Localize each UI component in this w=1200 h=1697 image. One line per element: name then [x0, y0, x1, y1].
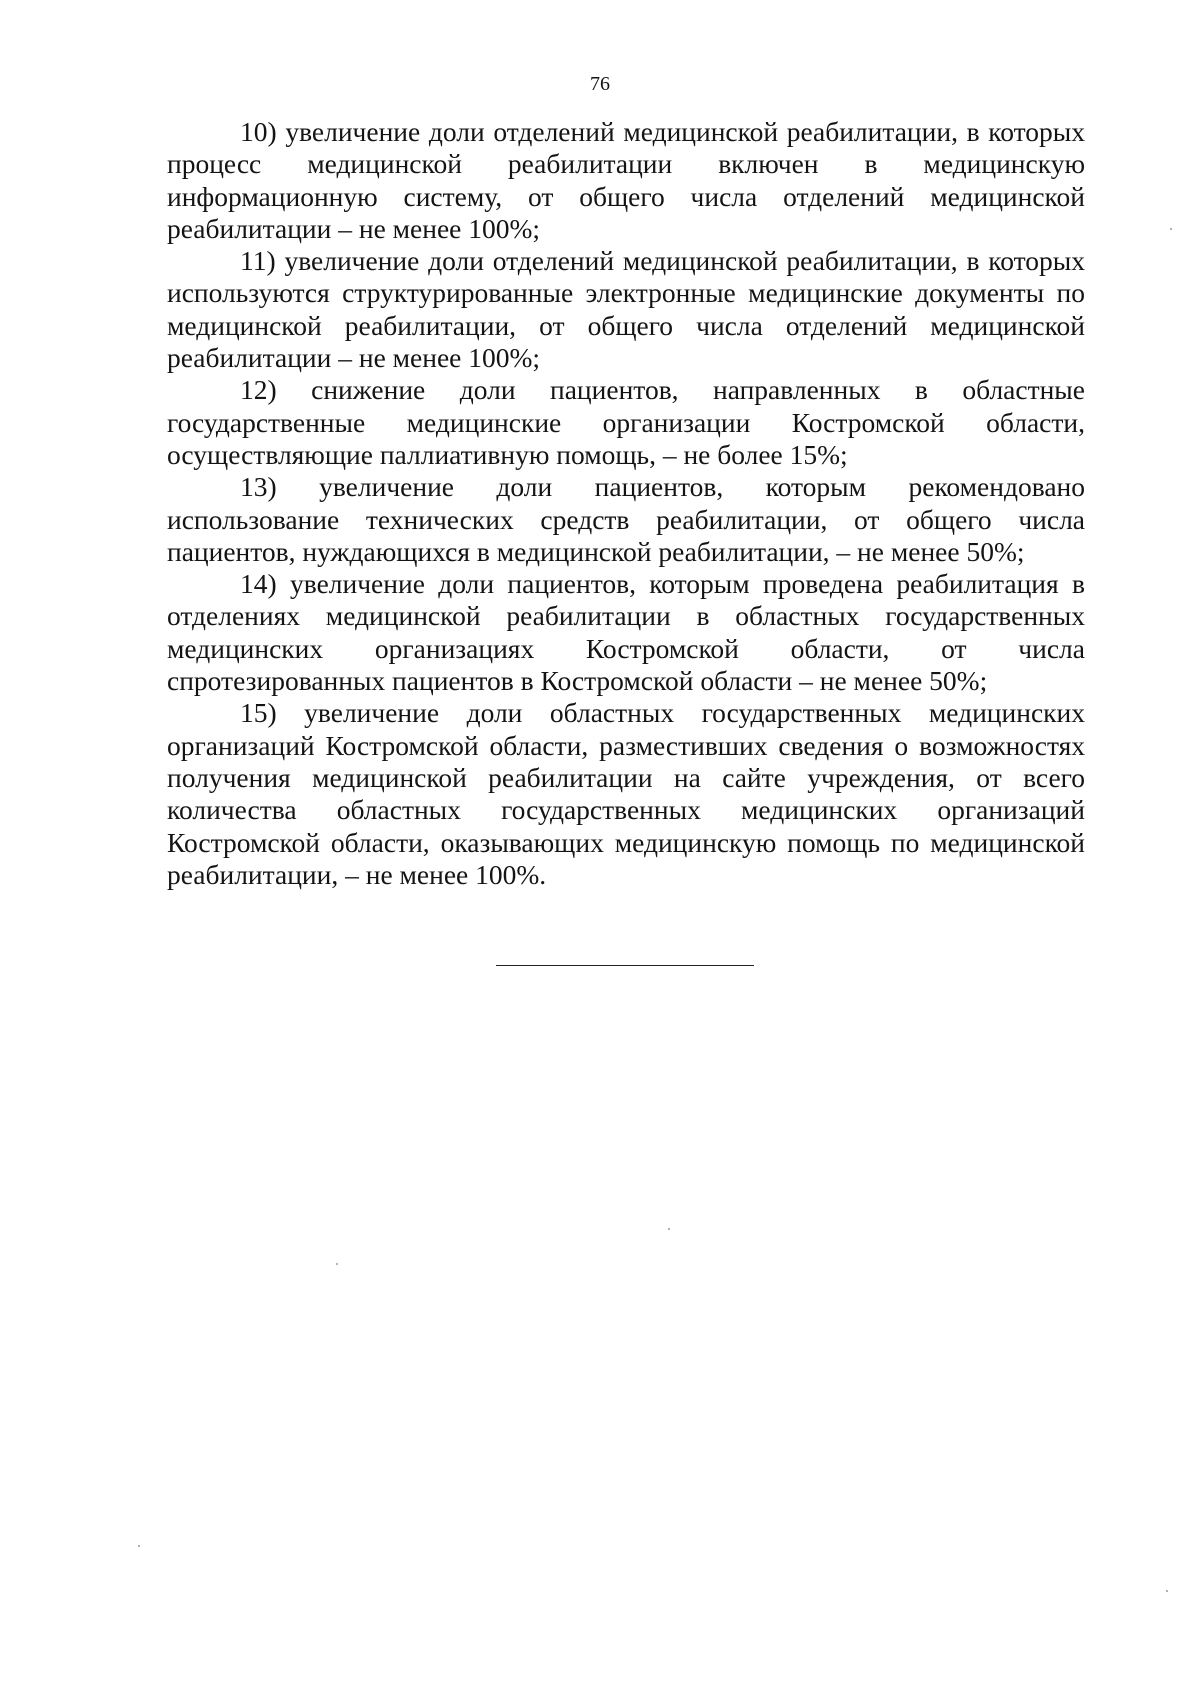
scan-speck: [336, 1263, 338, 1265]
page-number: 76: [590, 73, 610, 95]
document-body: [167, 116, 1085, 891]
list-item-10: 10) увеличение доли отделений медицинской реабилитации, в которых процесс медицинской реабилитации включен в медицинскую информационную систему, от общего числа отделений медицинской реабилитации – не менее 100%;: [167, 116, 1085, 244]
end-divider: [496, 965, 754, 966]
scan-speck: [1166, 1590, 1168, 1592]
list-item-11: 11) увеличение доли отделений медицинской реабилитации, в которых используются структурированные электронные медицинские документы по медицинской реабилитации, от общего числа отделений медицинской реабилитации – не менее 100%;: [167, 245, 1085, 374]
scan-speck: [668, 1228, 670, 1230]
scan-speck: [1170, 228, 1172, 230]
list-item-14: 14) увеличение доли пациентов, которым проведена реабилитация в отделениях медицинской реабилитации в областных государственных медицинских организациях Костромской области, от числа спротезированных пациентов в Костромской области – не менее 50%;: [167, 568, 1085, 697]
list-item-12: 12) снижение доли пациентов, направленных в областные государственные медицинские организации Костромской области, осуществляющие паллиативную помощь, – не более 15%;: [167, 374, 1085, 470]
list-item-13: 13) увеличение доли пациентов, которым рекомендовано использование технических средств реабилитации, от общего числа пациентов, нуждающихся в медицинской реабилитации, – не менее 50%;: [167, 471, 1085, 567]
scan-speck: [138, 1545, 140, 1547]
list-item-15: 15) увеличение доли областных государственных медицинских организаций Костромской области, разместивших сведения о возможностях получения медицинской реабилитации на сайте учреждения, от всего количества областных государственных медицинских организаций Костромской области, оказывающих медицинскую помощь по медицинской реабилитации, – не менее 100%.: [167, 697, 1085, 890]
